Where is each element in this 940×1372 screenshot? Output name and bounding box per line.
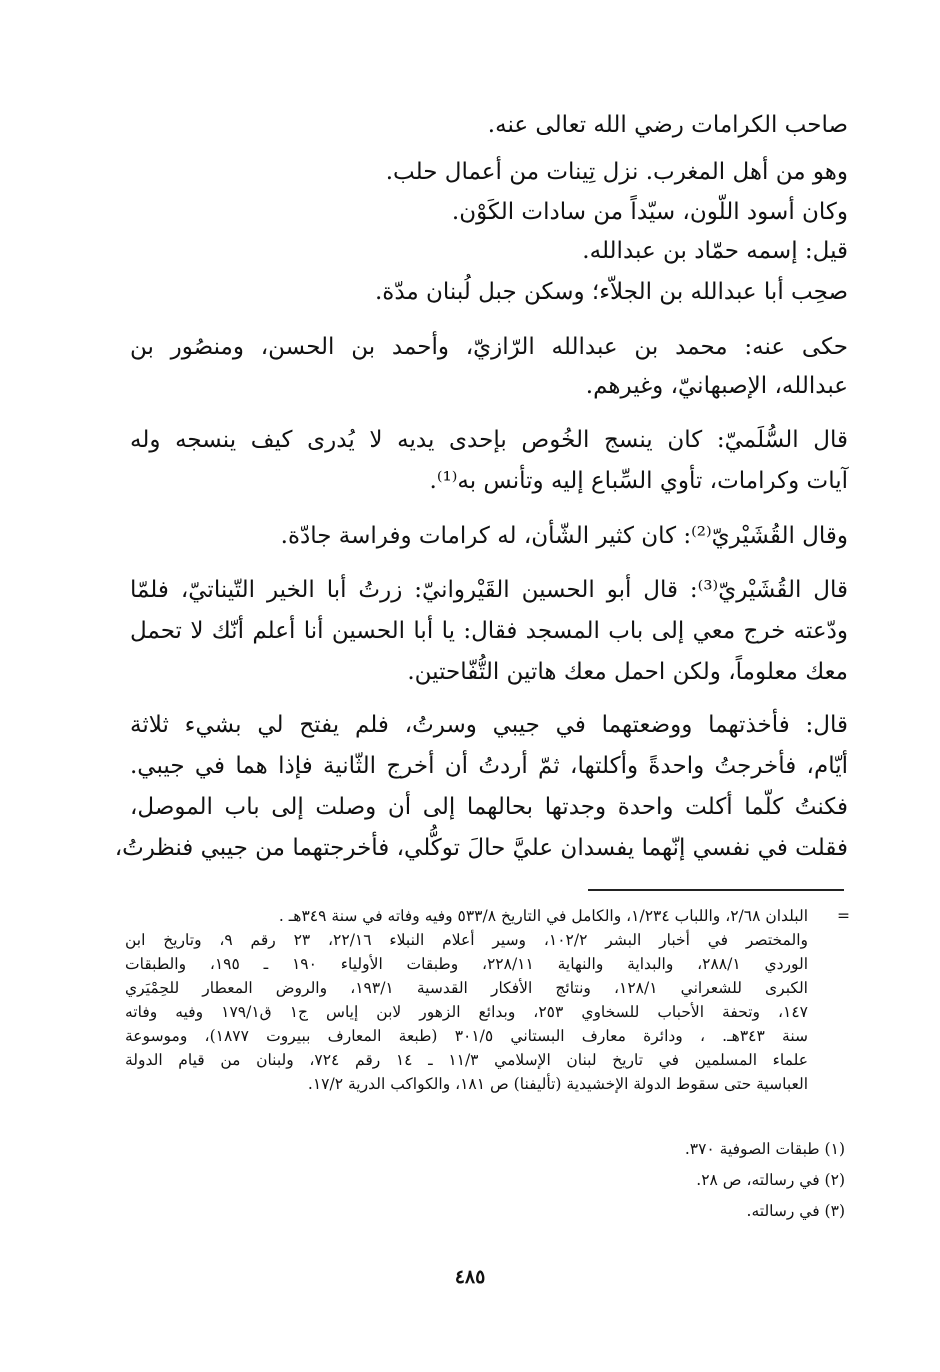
- footnote-line: علماء المسلمين في تاريخ لبنان الإسلامي ١١/٣ ـ ١٤ رقم ٧٢٤، ولبنان من قيام الدولة: [125, 1051, 808, 1069]
- text-line: صاحب الكرامات رضي الله تعالى عنه.: [487, 112, 848, 138]
- text-line: وهو من أهل المغرب. نزل تِينات من أعمال حلب.: [385, 159, 848, 185]
- text-line: قال السُّلَميّ: كان ينسج الخُوص بإحدى يديه لا يُدرى كيف ينسجه وله: [130, 427, 848, 453]
- text-line: آيات وكرامات، تأوي السِّباع إليه وتأنس به⁽¹⁾.: [429, 468, 848, 494]
- footnote-3: (٣) في رسالته.: [746, 1202, 845, 1220]
- footnote-line: ١٤٧، وتحفة الأحباب للسخاوي ٢٥٣، وبدائع الزهور لابن إياس ج١ ق١٧٩/١ وفيه وفاته: [125, 1003, 809, 1021]
- footnote-line: البلدان ٢/٦٨، واللباب ١/٢٣٤، والكامل في التاريخ ٥٣٣/٨ وفيه وفاته في سنة ٣٤٩هـ .: [278, 907, 808, 925]
- text-line: معك معلوماً، ولكن احمل معك هاتين التُّفّاحتين.: [407, 659, 848, 685]
- footnote-continuation-marker: =: [837, 907, 850, 925]
- text-line: قال: فأخذتهما ووضعتهما في جيبي وسرتُ، فلم يفتح لي بشيء ثلاثة: [130, 712, 848, 738]
- text-line: فكنتُ كلّما أكلت واحدة وجدتها بحالهما إلى أن وصلت إلى باب الموصل،: [130, 794, 848, 820]
- text-line: فقلت في نفسي إنّهما يفسدان عليَّ حالَ توكُّلي، فأخرجتهما من جيبي فنظرتُ،: [114, 835, 848, 861]
- footnote-1: (١) طبقات الصوفية ٣٧٠.: [684, 1140, 845, 1158]
- text-line: حكى عنه: محمد بن عبدالله الرّازيّ، وأحمد بن الحسن، ومنصُور بن: [130, 334, 848, 360]
- footnote-line: والمختصر في أخبار البشر ١٠٢/٢، وسير أعلام النبلاء ٢٢/١٦، ٢٣ رقم ٩، وتاريخ ابن: [125, 931, 809, 949]
- page-number: ٤٨٥: [454, 1266, 486, 1288]
- text-line: أيّام، فأخرجتُ واحدةً وأكلتها، ثمّ أردتُ أن أخرج الثّانية فإذا هما في جيبي.: [130, 753, 848, 779]
- text-line: وكان أسود اللّون، سيّداً من سادات الكَوْن.: [451, 199, 848, 225]
- footnote-2: (٢) في رسالته، ص ٢٨.: [696, 1171, 845, 1189]
- text-line: عبدالله، الإصبهانيّ، وغيرهم.: [585, 373, 848, 399]
- footnote-line: الوردي ٢٨٨/١، والبداية والنهاية ٢٢٨/١١، وطبقات الأولياء ١٩٠ ـ ١٩٥، والطبقات: [125, 955, 809, 973]
- text-line: وقال القُشَيْريّ⁽²⁾: كان كثير الشّأن، له كرامات وفراسة جادّة.: [280, 523, 848, 549]
- text-line: قال القُشَيْريّ⁽³⁾: قال أبو الحسين القَيْروانيّ: زرتُ أبا الخير التّيناتيّ، فلمّا: [130, 577, 848, 603]
- footnote-line: سنة ٣٤٣هـ. ، ودائرة معارف البستاني ٣٠١/٥ (طبعة المعارف ببيروت ١٨٧٧)، وموسوعة: [125, 1027, 809, 1045]
- text-line: قيل: إسمه حمّاد بن عبدالله.: [582, 238, 848, 264]
- footnote-separator: [588, 889, 844, 891]
- footnote-line: العباسية حتى سقوط الدولة الإخشيدية (تأليفنا) ص ١٨١، والكواكب الدرية ١٧/٢.: [307, 1075, 808, 1093]
- footnote-line: الكبرى للشعراني ١٢٨/١، ونتائج الأفكار القدسية ١٩٣/١، والروض المعطار للحِمْيَري: [125, 979, 808, 997]
- text-line: صحِب أبا عبدالله بن الجلاّء؛ وسكن جبل لُبنان مدّة.: [374, 279, 848, 305]
- text-line: ودّعته خرج معي إلى باب المسجد فقال: يا أبا الحسين أنا أعلم أنّك لا تحمل: [130, 618, 848, 644]
